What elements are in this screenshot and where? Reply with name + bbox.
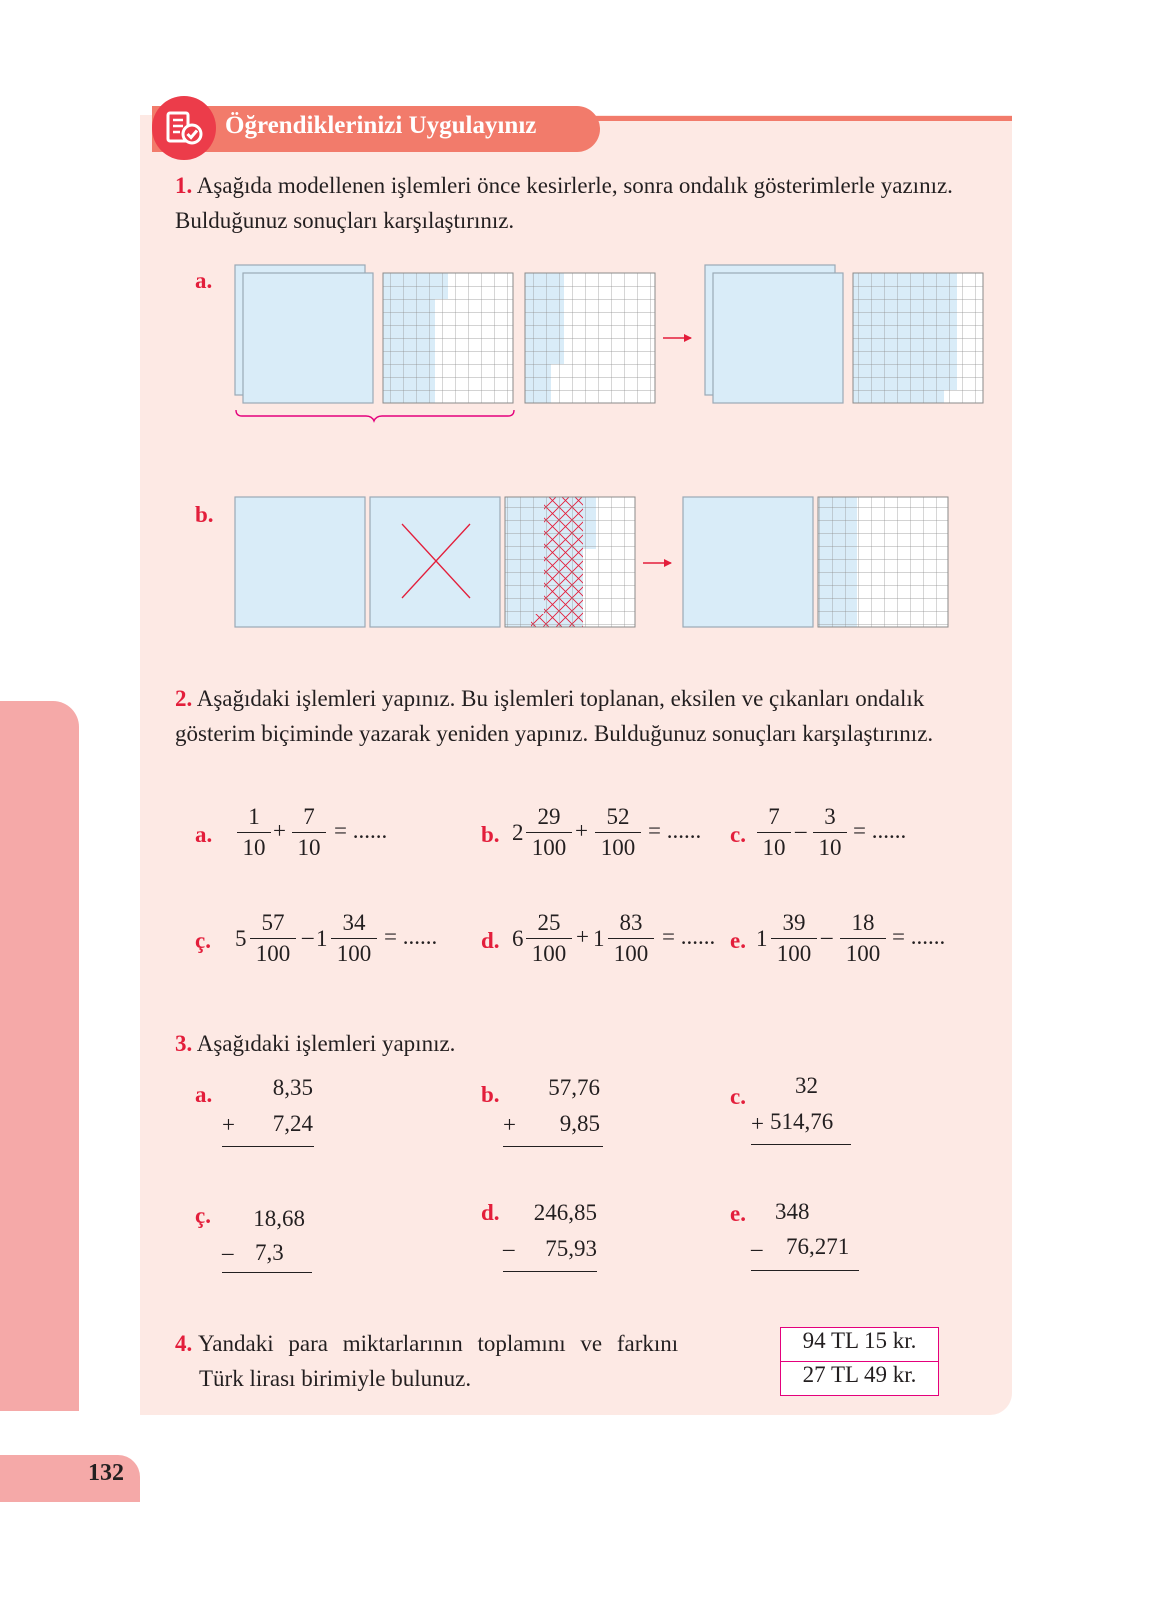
arrow-icon: [663, 334, 692, 342]
fraction: 18 100: [840, 908, 886, 969]
fraction: 52 100: [595, 802, 641, 863]
operand-bottom: 514,76: [770, 1109, 834, 1134]
question-number: 3.: [175, 1031, 193, 1056]
fraction: 3 10: [813, 802, 847, 863]
item-label: d.: [481, 1200, 500, 1225]
answer-blank: = ......: [334, 818, 388, 843]
model-a-whole-pair: [235, 265, 373, 403]
answer-blank: = ......: [853, 818, 907, 843]
section-title: Öğrendiklerinizi Uygulayınız: [225, 112, 537, 139]
item-label: c.: [730, 1084, 746, 1109]
item-label: e.: [730, 1201, 746, 1226]
whole-part: 1: [593, 926, 605, 951]
item-label: c.: [730, 822, 746, 847]
model-a-result-grid: [853, 273, 983, 403]
model-a-result-wholes: [705, 265, 843, 403]
page-number: 132: [88, 1460, 124, 1486]
answer-blank: = ......: [662, 924, 716, 949]
operand-top: 18,68: [253, 1206, 305, 1231]
operand-top: 32: [795, 1073, 818, 1098]
model-b-crossed-whole: [370, 497, 500, 627]
question-number: 1.: [175, 173, 193, 198]
operand-bottom: 7,3: [255, 1240, 284, 1265]
item-label: ç.: [195, 1203, 211, 1228]
question-text: Aşağıdaki işlemleri yapınız. Bu işlemleri toplanan, eksilen ve çıkanları ondalık gösterim biçiminde yazarak yeniden yapınız. Bulduğunuz sonuçları karşılaştırınız.: [175, 686, 934, 746]
question-text: Aşağıda modellenen işlemleri önce kesirlerle, sonra ondalık gösterimlerle yazınız. Bulduğunuz sonuçları karşılaştırınız.: [175, 173, 953, 233]
operator: +: [575, 818, 588, 843]
model-b-result-grid: [818, 497, 948, 627]
whole-part: 1: [316, 926, 328, 951]
model-a-grid-2: [525, 273, 655, 403]
operand-bottom: 75,93: [545, 1236, 597, 1261]
fraction: 39 100: [771, 908, 817, 969]
operand-top: 57,76: [548, 1075, 600, 1100]
operand-bottom: 7,24: [272, 1111, 313, 1136]
operator: +: [503, 1112, 516, 1137]
operator: –: [302, 924, 314, 949]
fraction: 7 10: [292, 802, 326, 863]
answer-blank: = ......: [384, 924, 438, 949]
fraction: 57 100: [250, 908, 296, 969]
sum-line: [751, 1144, 851, 1145]
sum-line: [751, 1270, 859, 1271]
item-label: e.: [730, 928, 746, 953]
grouping-brace: [236, 410, 514, 421]
model-b-result-whole: [683, 497, 813, 627]
fraction-models: [0, 0, 1163, 700]
operand-top: 246,85: [533, 1200, 597, 1225]
operand-bottom: 76,271: [786, 1234, 850, 1259]
question-text: Aşağıdaki işlemleri yapınız.: [196, 1031, 456, 1056]
sum-line: [503, 1146, 603, 1147]
answer-blank: = ......: [892, 924, 946, 949]
money-amount: 27 TL 49 kr.: [802, 1362, 917, 1387]
sum-line: [503, 1271, 597, 1272]
model-a-grid-1: [383, 273, 513, 403]
operator: –: [751, 1236, 763, 1261]
fraction: 29 100: [526, 802, 572, 863]
operator: –: [222, 1240, 234, 1265]
question-number: 2.: [175, 686, 193, 711]
item-label: a.: [195, 822, 213, 847]
operator: +: [273, 818, 286, 843]
item-label: ç.: [195, 928, 211, 953]
money-amount: 94 TL 15 kr.: [802, 1328, 917, 1353]
operator: +: [751, 1111, 764, 1136]
whole-part: 5: [235, 926, 247, 951]
model-b-whole: [235, 497, 365, 627]
whole-part: 1: [756, 926, 768, 951]
operand-bottom: 9,85: [559, 1111, 600, 1136]
question-2: [175, 681, 985, 751]
fraction: 1 10: [237, 802, 271, 863]
whole-part: 6: [512, 926, 524, 951]
operator: –: [503, 1236, 515, 1261]
question-3: [175, 1026, 985, 1061]
fraction: 25 100: [526, 908, 572, 969]
part-label: a.: [195, 268, 213, 293]
operator: +: [576, 924, 589, 949]
arrow-icon: [643, 559, 672, 567]
item-label: a.: [195, 1082, 213, 1107]
part-label: b.: [195, 502, 214, 527]
item-label: b.: [481, 1082, 500, 1107]
question-number: 4.: [175, 1331, 193, 1356]
operator: –: [795, 818, 807, 843]
operand-top: 348: [775, 1199, 810, 1224]
item-label: b.: [481, 822, 500, 847]
fraction: 7 10: [757, 802, 791, 863]
side-tab: [0, 701, 79, 1411]
answer-blank: = ......: [648, 818, 702, 843]
operator: +: [222, 1112, 235, 1137]
sum-line: [222, 1146, 314, 1147]
question-text-line-1: Yandaki para miktarlarının toplamını ve farkını: [198, 1331, 679, 1356]
operand-top: 8,35: [272, 1075, 313, 1100]
question-4: [175, 1326, 678, 1361]
sum-line: [222, 1272, 312, 1273]
operator: –: [821, 924, 833, 949]
whole-part: 2: [512, 820, 524, 845]
model-b-grid: [505, 497, 635, 627]
fraction: 83 100: [608, 908, 654, 969]
item-label: d.: [481, 928, 500, 953]
question-text-line-2: Türk lirası birimiyle bulunuz.: [199, 1366, 472, 1391]
fraction: 34 100: [331, 908, 377, 969]
